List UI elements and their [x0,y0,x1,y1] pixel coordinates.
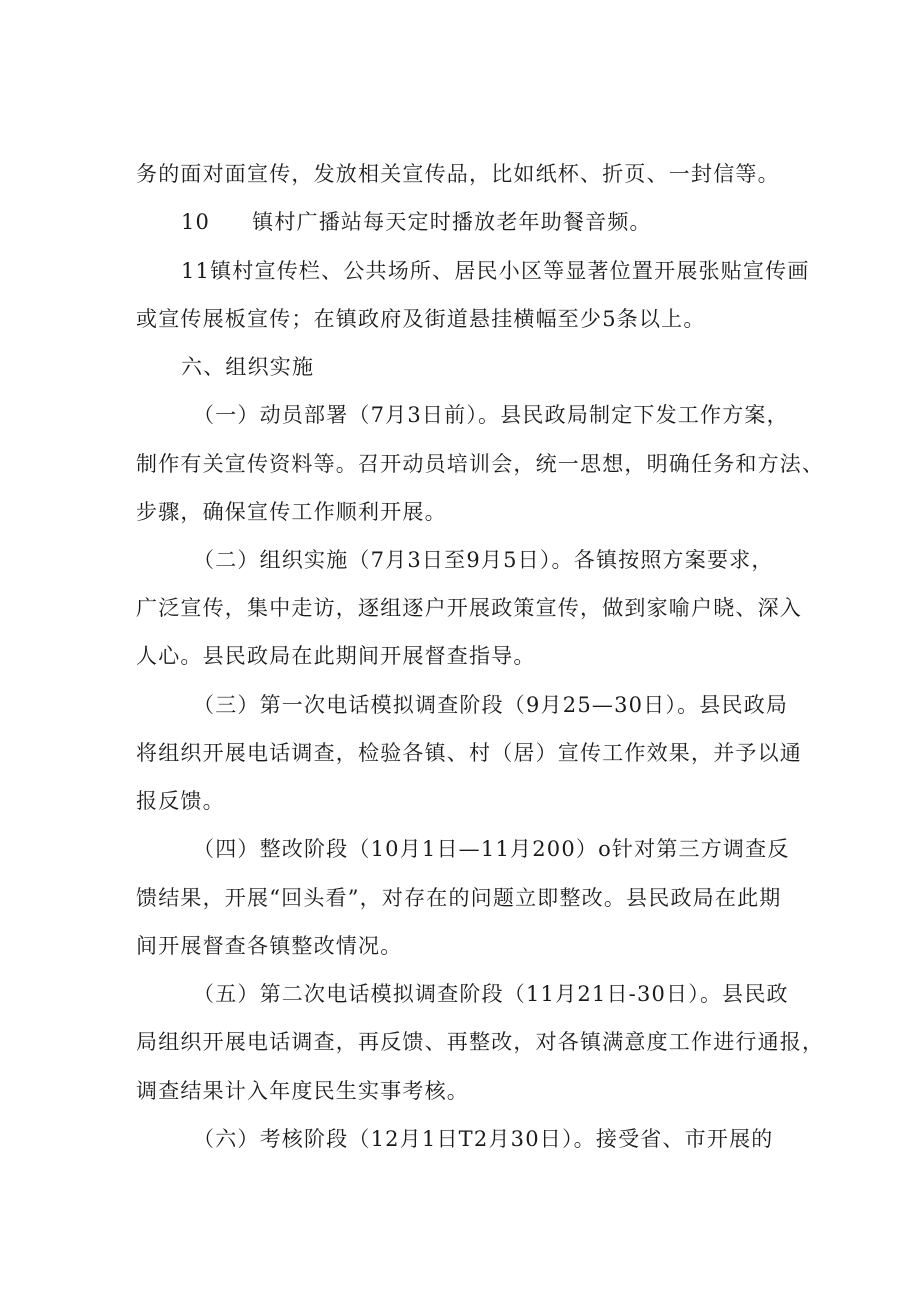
item-text: 镇村广播站每天定时播放老年助餐音频。 [252,210,652,234]
paragraph-line: 人心。县民政局在此期间开展督查指导。 [136,644,536,668]
paragraph-line: 务的面对面宣传，发放相关宣传品，比如纸杯、折页、一封信等。 [136,162,780,186]
paragraph-line: 将组织开展电话调查，检验各镇、村（居）宣传工作效果，并予以通 [136,741,802,765]
paragraph-line: （二）组织实施（7月3日至9月5日）。各镇按照方案要求， [193,548,774,572]
paragraph-line: 间开展督查各镇整改情况。 [136,934,403,958]
paragraph-line: （三）第一次电话模拟调查阶段（9月25—30日）。县民政局 [193,693,789,717]
paragraph-line: 馈结果，开展“回头看”，对存在的问题立即整改。县民政局在此期 [136,886,782,910]
paragraph-line: 广泛宣传，集中走访，逐组逐户开展政策宣传，做到家喻户晓、深入 [136,596,802,620]
paragraph-line: 调查结果计入年度民生实事考核。 [136,1079,469,1103]
paragraph-line: 报反馈。 [136,789,225,813]
paragraph-line: 11镇村宣传栏、公共场所、居民小区等显著位置开展张贴宣传画 [181,259,810,283]
paragraph-line: 局组织开展电话调查，再反馈、再整改，对各镇满意度工作进行通报， [136,1030,825,1054]
item-number: 10 [181,210,211,234]
paragraph-line: （四）整改阶段（10月1日—11月200）o针对第三方调查反 [193,837,790,861]
paragraph-line: （六）考核阶段（12月1日T2月30日）。接受省、市开展的 [193,1127,774,1151]
paragraph-line: （五）第二次电话模拟调查阶段（11月21日-30日）。县民政 [193,982,789,1006]
paragraph-line: 或宣传展板宣传；在镇政府及街道悬挂横幅至少5条以上。 [136,307,706,331]
section-heading: 六、组织实施 [181,355,315,379]
paragraph-line [181,207,652,237]
paragraph-line: 步骤，确保宣传工作顺利开展。 [136,500,447,524]
paragraph-line: 制作有关宣传资料等。召开动员培训会，统一思想，明确任务和方法、 [136,452,825,476]
paragraph-line: （一）动员部署（7月3日前）。县民政局制定下发工作方案， [193,403,789,427]
